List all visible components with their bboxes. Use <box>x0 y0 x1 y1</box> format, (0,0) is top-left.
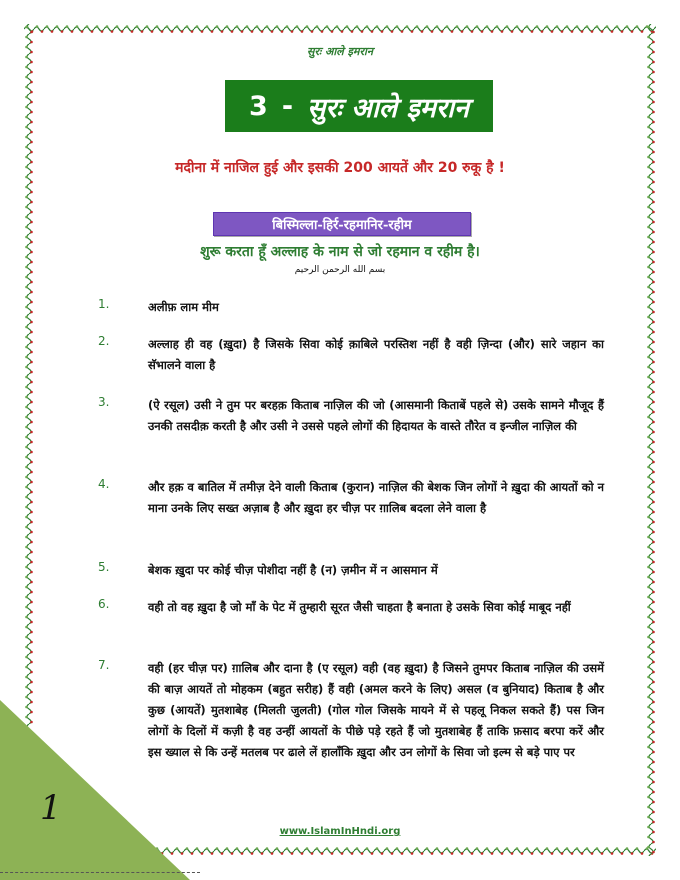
bismillah-translation: शुरू करता हूँ अल्लाह के नाम से जो रहमान व रहीम है। <box>200 244 480 260</box>
bismillah-banner: बिस्मिल्ला-हिर्र-रहमानिर-रहीम <box>213 212 471 236</box>
bismillah-arabic: بسم الله الرحمن الرحيم <box>294 265 386 275</box>
page-edge <box>0 872 200 873</box>
verse-text: वही (हर चीज़ पर) ग़ालिब और दाना है (ए रसूल) वही (वह ख़ुदा) है जिसने तुमपर किताब नाज़िल की उसमें की बाज़ आयतें तो मोहकम (बहुत सरीह) हैं वही (अमल करने के लिए) असल (व बुनियाद) किताब है और कुछ (आयतें) मुतशाबेह (मिलती जुलती) (गोल गोल जिसके मायने में से पहलू निकल सकते हैं) पस जिन लोगों के दिलों में कज़ी है वह उन्हीं आयतों के पीछे पड़े रहते हैं जो मुतशाबेह हैं ताकि फ़साद बरपा करें और इस ख्याल से कि उन्हें मतलब पर ढाले लें हालाँकि ख़ुदा और उन लोगों के सिवा जो इल्म से बड़े पाए पर <box>148 661 604 759</box>
verse-number: 5. <box>98 560 110 574</box>
verse-item <box>98 334 604 376</box>
verse-number: 2. <box>98 334 110 348</box>
verse-text: वही तो वह ख़ुदा है जो माँ के पेट में तुम्हारी सूरत जैसी चाहता है बनाता हे उसके सिवा कोई माबूद नहीं <box>148 600 571 614</box>
verse-text: बेशक ख़ुदा पर कोई चीज़ पोशीदा नहीं है (न) ज़मीन में न आसमान में <box>148 563 438 577</box>
verse-item <box>98 597 604 618</box>
verse-text: अलीफ़ लाम मीम <box>148 300 219 314</box>
verse-item <box>98 395 604 437</box>
page-number: 1 <box>40 788 62 828</box>
title-separator: - <box>281 90 294 122</box>
chapter-name: सुरः आले इमरान <box>307 92 469 124</box>
verse-number: 3. <box>98 395 110 409</box>
vine-border-icon <box>646 24 656 856</box>
verse-number: 1. <box>98 297 110 311</box>
vine-border-icon <box>24 24 656 34</box>
verse-number: 6. <box>98 597 110 611</box>
verse-item <box>98 560 604 581</box>
verse-text: अल्लाह ही वह (ख़ुदा) है जिसके सिवा कोई क़ाबिले परस्तिश नहीं है वही ज़िन्दा (और) सारे जहान का सॅभालने वाला है <box>148 337 604 372</box>
verse-item <box>98 477 604 519</box>
website-link[interactable]: www.IslamInHndi.org <box>279 826 401 837</box>
chapter-subtitle: मदीना में नाजिल हुई और इसकी 200 आयतें और 20 रुकू है ! <box>175 160 505 176</box>
border-right <box>646 24 656 856</box>
verse-number: 7. <box>98 658 110 672</box>
border-top <box>24 24 656 34</box>
chapter-title <box>225 80 493 132</box>
verse-text: (ऐ रसूल) उसी ने तुम पर बरहक़ किताब नाज़िल की जो (आसमानी किताबें पहले से) उसके सामने मौजूद हैं उनकी तसदीक़ करती है और उसी ने उससे पहले लोगों की हिदायत के वास्ते तौरेत व इन्जील नाज़िल की <box>148 398 604 433</box>
running-header: सुरः आले इमरान <box>307 45 373 58</box>
verse-item <box>98 658 604 763</box>
verse-text: और हक़ व बातिल में तमीज़ देने वाली किताब (कुरान) नाज़िल की बेशक जिन लोगों ने ख़ुदा की आयतों को न माना उनके लिए सख्त अज़ाब है और ख़ुदा हर चीज़ पर ग़ालिब बदला लेने वाला है <box>148 480 604 515</box>
verse-item <box>98 297 604 318</box>
verse-number: 4. <box>98 477 110 491</box>
chapter-number: 3 <box>249 90 268 122</box>
